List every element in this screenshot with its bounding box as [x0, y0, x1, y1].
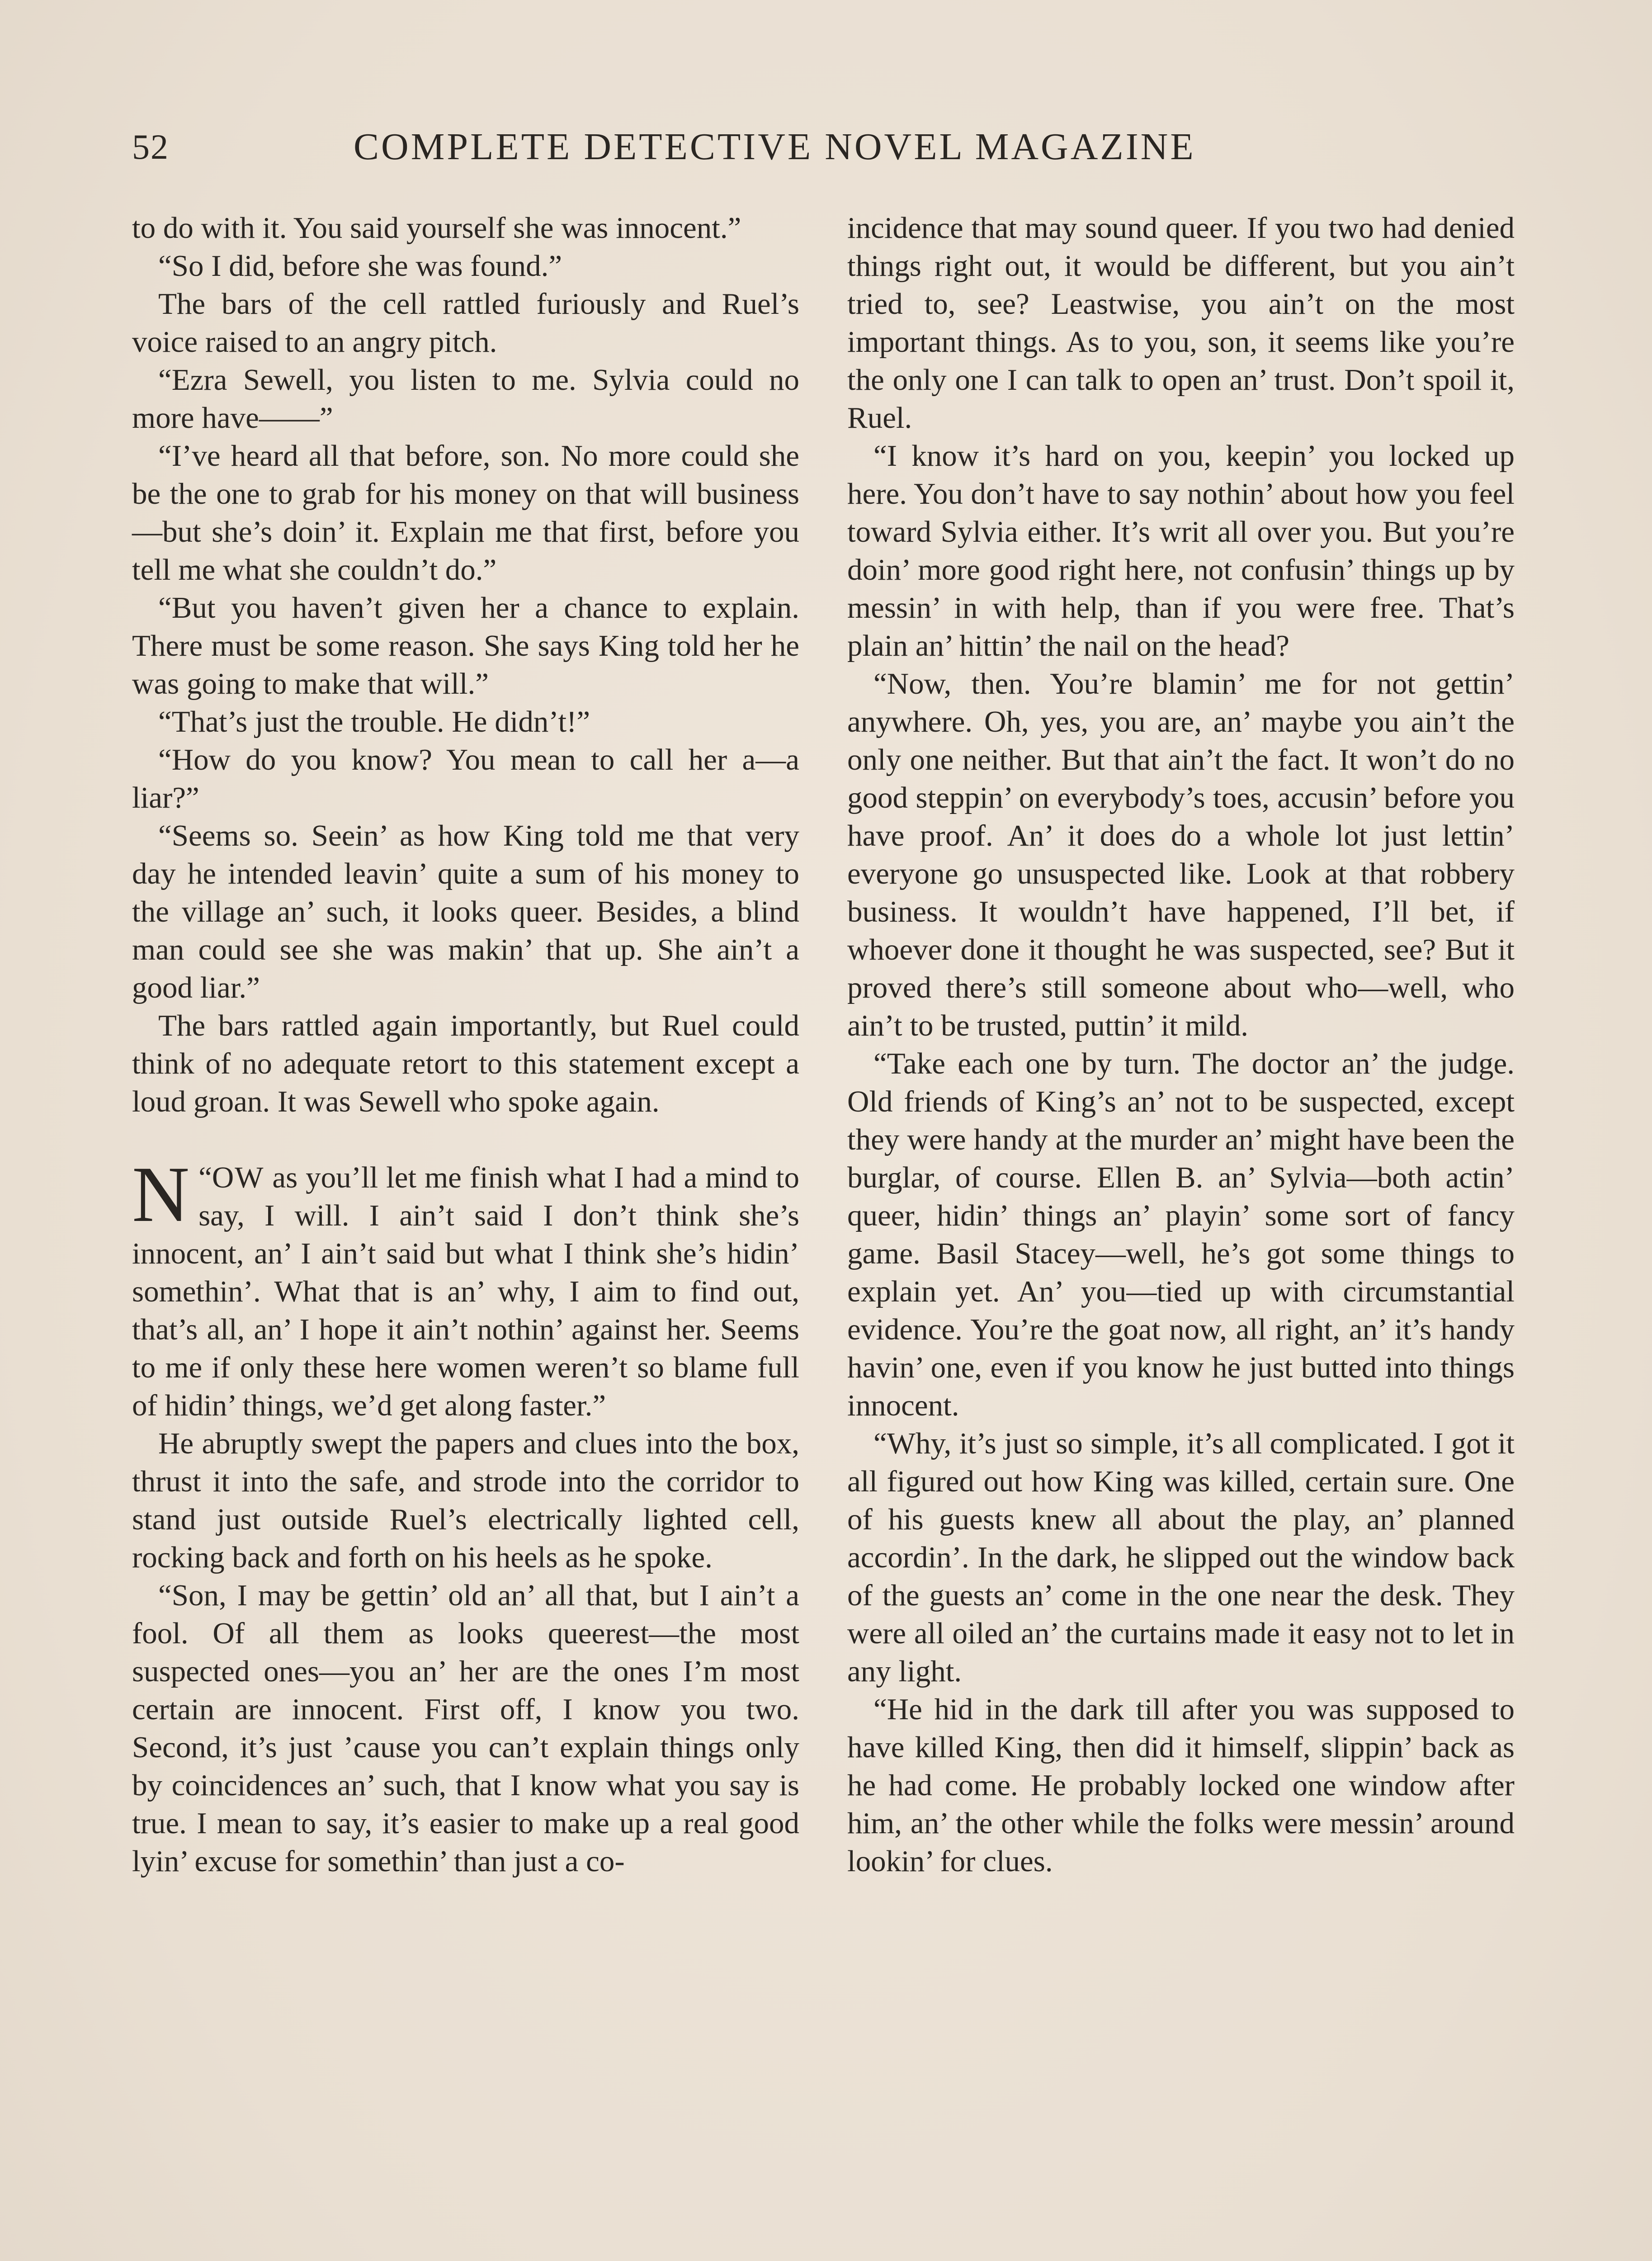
paragraph: “Why, it’s just so simple, it’s all complicated. I got it all figured out how King was killed, certain sure. One of his guests knew all about the play, an’ planned accordin’. In the dark, he slipped out the window back of the guests an’ come in the one near the desk. They were all oiled an’ the curtains made it easy not to let in any light.: [847, 1427, 1515, 1688]
paragraph: “That’s just the trouble. He didn’t!”: [158, 705, 590, 738]
running-head: COMPLETE DETECTIVE NOVEL MAGAZINE: [354, 126, 1196, 168]
paragraph: He abruptly swept the papers and clues into the box, thrust it into the safe, and strode into the corridor to stand just outside Ruel’s electrically lighted cell, rocking back and forth on his heels as he spoke.: [132, 1427, 799, 1574]
page-number: 52: [132, 127, 169, 166]
paragraph: “Seems so. Seein’ as how King told me that very day he intended leavin’ quite a sum of his money to the village an’ such, it looks queer. Besides, a blind man could see she was makin’ that up. She ain’t a good liar.”: [132, 819, 799, 1004]
open-quote: “: [198, 1161, 212, 1194]
paragraph: “He hid in the dark till after you was supposed to have killed King, then did it himself, slippin’ back as he had come. He probably locked one window after him, an’ the other while the folks were messin’ around lookin’ for clues.: [847, 1693, 1515, 1878]
page-header: [132, 122, 1439, 172]
paragraph: “I know it’s hard on you, keepin’ you locked up here. You don’t have to say nothin’ about how you feel toward Sylvia either. It’s writ all over you. But you’re doin’ more good right here, not confusin’ things up by messin’ in with help, than if you were free. That’s plain an’ hittin’ the nail on the head?: [847, 439, 1515, 662]
paragraph: “But you haven’t given her a chance to explain. There must be some reason. She says King told her he was going to make that will.”: [132, 591, 799, 700]
paragraph: “So I did, before she was found.”: [158, 249, 562, 283]
section-break: [132, 1121, 799, 1159]
paragraph: The bars rattled again importantly, but Ruel could think of no adequate retort to this statement except a loud groan. It was Sewell who spoke again.: [132, 1009, 799, 1118]
paragraph: “How do you know? You mean to call her a—a liar?”: [132, 743, 799, 814]
paragraph: “Take each one by turn. The doctor an’ the judge. Old friends of King’s an’ not to be suspected, except they were handy at the murder an’ might have been the burglar, of course. Ellen B. an’ Sylvia—both actin’ queer, hidin’ things an’ playin’ some sort of fancy game. Basil Stacey—well, he’s got some things to explain yet. An’ you—tied up with circumstantial evidence. You’re the goat now, all right, an’ it’s handy havin’ one, even if you know he just butted into things innocent.: [847, 1047, 1515, 1422]
paragraph: “I’ve heard all that before, son. No more could she be the one to grab for his money on that will business—but she’s doin’ it. Explain me that first, before you tell me what she couldn’t do.”: [132, 439, 799, 587]
dropcap-paragraph: [132, 1150, 799, 1424]
paragraph: “Ezra Sewell, you listen to me. Sylvia could no more have——”: [132, 363, 799, 435]
paragraph: The bars of the cell rattled furiously and Ruel’s voice raised to an angry pitch.: [132, 287, 799, 359]
dropcap-paragraph-text: as you’ll let me finish what I had a mind to say, I will. I ain’t said I don’t think she’s innocent, an’ I ain’t said but what I think she’s hidin’ somethin’. What that is an’ why, I aim to find out, that’s all, an’ I hope it ain’t nothin’ against her. Seems to me if only these here women weren’t so blame full of hidin’ things, we’d get along faster.”: [132, 1161, 799, 1422]
paragraph: “Now, then. You’re blamin’ me for not gettin’ anywhere. Oh, yes, you are, an’ maybe you ain’t the only one neither. But that ain’t the fact. It won’t do no good steppin’ on everybody’s toes, accusin’ before you have proof. An’ it does do a whole lot just lettin’ everyone go unsuspected like. Look at that robbery business. It wouldn’t have happened, I’ll bet, if whoever done it thought he was suspected, see? But it proved there’s still someone about who—well, who ain’t to be trusted, puttin’ it mild.: [847, 667, 1515, 1042]
small-caps-word: OW: [212, 1161, 264, 1194]
drop-cap-letter: N: [132, 1150, 190, 1239]
paragraph: “Son, I may be gettin’ old an’ all that, but I ain’t a fool. Of all them as looks queerest—the most suspected ones—you an’ her are the ones I’m most certain are innocent. First off, I know you two. Second, it’s just ’cause you can’t explain things only by coincidences an’ such, that I know what you say is true. I mean to say, it’s easier to make up a real good lyin’ excuse for somethin’ than just a co-: [132, 1579, 799, 1878]
paragraph: to do with it. You said yourself she was innocent.”: [132, 211, 741, 245]
right-column: [847, 209, 1515, 1880]
paragraph: incidence that may sound queer. If you two had denied things right out, it would be different, but you ain’t tried to, see? Leastwise, you ain’t on the most important things. As to you, son, it seems like you’re the only one I can talk to open an’ trust. Don’t spoil it, Ruel.: [847, 211, 1515, 435]
left-column: [132, 209, 799, 1880]
